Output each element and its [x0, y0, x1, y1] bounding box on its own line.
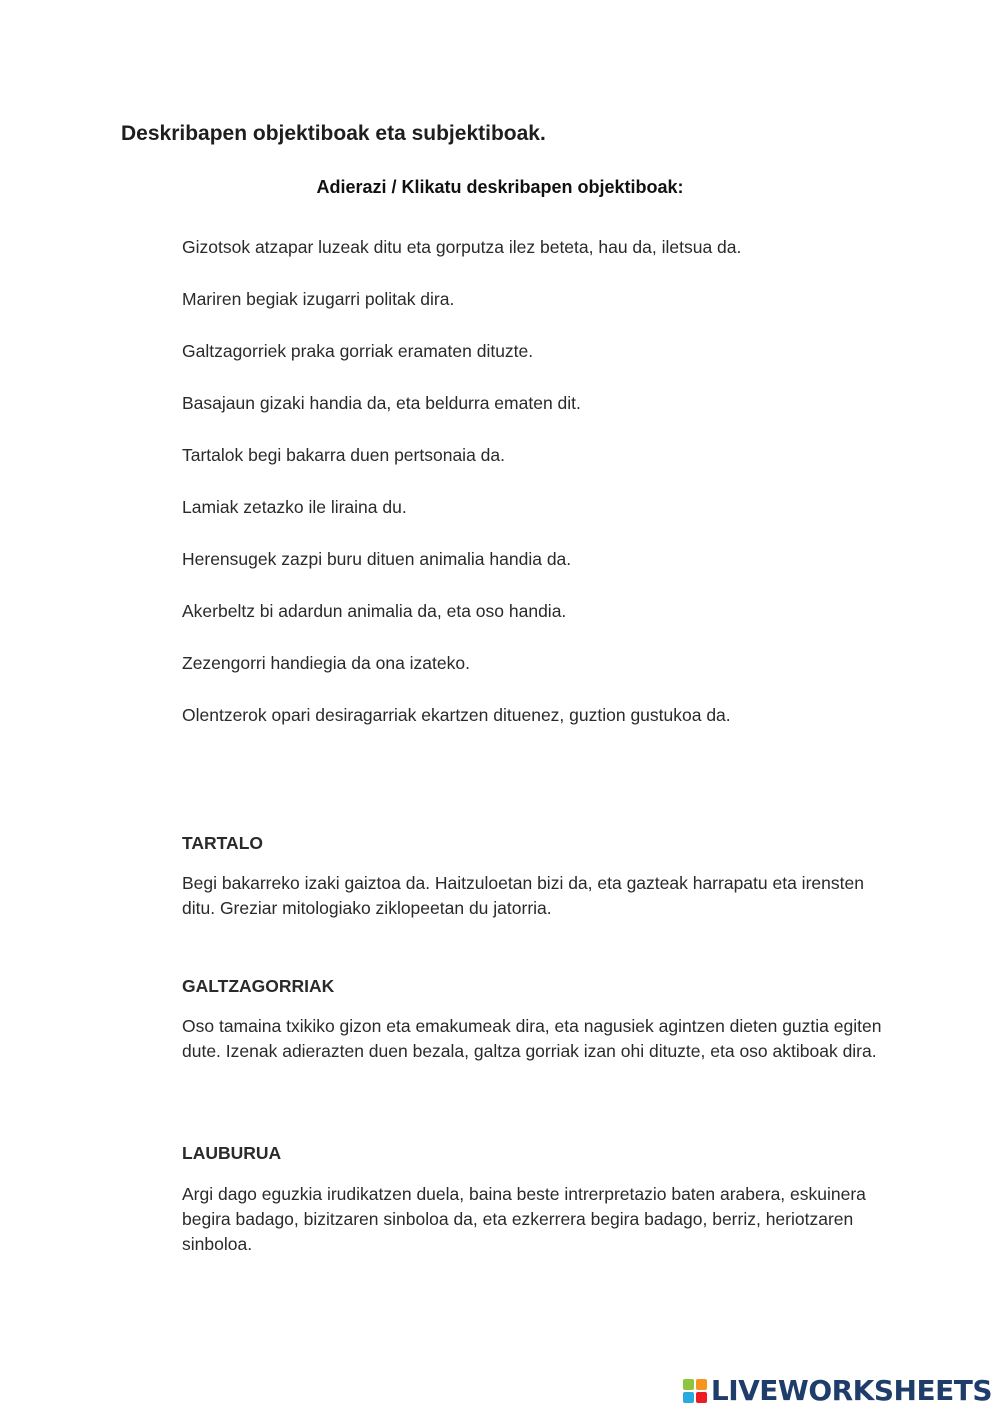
logo-square-i	[696, 1379, 707, 1390]
statement-item-1[interactable]: Gizotsok atzapar luzeak ditu eta gorputza ilez beteta, hau da, iletsua da.	[182, 237, 742, 257]
logo-text: LIVEWORKSHEETS	[710, 1374, 992, 1407]
logo-mark-icon	[683, 1379, 707, 1403]
section-heading: LAUBURUA	[182, 1143, 282, 1163]
statement-item-3[interactable]: Galtzagorriek praka gorriak eramaten dituzte.	[182, 341, 534, 361]
statement-item-9[interactable]: Zezengorri handiegia da ona izateko.	[182, 653, 470, 673]
logo-square-l	[683, 1379, 694, 1390]
statement-item-8[interactable]: Akerbeltz bi adardun animalia da, eta oso handia.	[182, 601, 567, 621]
statement-item-4[interactable]: Basajaun gizaki handia da, eta beldurra ematen dit.	[182, 393, 581, 413]
statement-item-6[interactable]: Lamiak zetazko ile liraina du.	[182, 497, 407, 517]
section-heading: TARTALO	[182, 833, 263, 853]
statement-item-10[interactable]: Olentzerok opari desiragarriak ekartzen dituenez, guztion gustukoa da.	[182, 705, 731, 725]
section-body: Argi dago eguzkia irudikatzen duela, baina beste intrerpretazio baten arabera, eskuinera begira badago, bizitzaren sinboloa da, eta ezkerrera begira badago, berriz, heriotzaren sinboloa.	[182, 1184, 866, 1254]
logo-square-e	[696, 1392, 707, 1403]
liveworksheets-logo	[683, 1374, 992, 1407]
instruction-heading: Adierazi / Klikatu deskribapen objektiboak:	[316, 177, 684, 197]
statement-item-5[interactable]: Tartalok begi bakarra duen pertsonaia da.	[182, 445, 505, 465]
logo-square-v	[683, 1392, 694, 1403]
page-title: Deskribapen objektiboak eta subjektiboak.	[121, 122, 546, 145]
statement-item-7[interactable]: Herensugek zazpi buru dituen animalia handia da.	[182, 549, 572, 569]
section-heading: GALTZAGORRIAK	[182, 976, 335, 996]
section-body: Begi bakarreko izaki gaiztoa da. Haitzuloetan bizi da, eta gazteak harrapatu eta irensten ditu. Greziar mitologiako ziklopeetan du jatorria.	[182, 873, 864, 918]
section-body: Oso tamaina txikiko gizon eta emakumeak dira, eta nagusiek agintzen dieten guztia egiten dute. Izenak adierazten duen bezala, galtza gorriak izan ohi dituzte, eta oso aktiboak dira.	[182, 1016, 882, 1061]
statement-item-2[interactable]: Mariren begiak izugarri politak dira.	[182, 289, 455, 309]
